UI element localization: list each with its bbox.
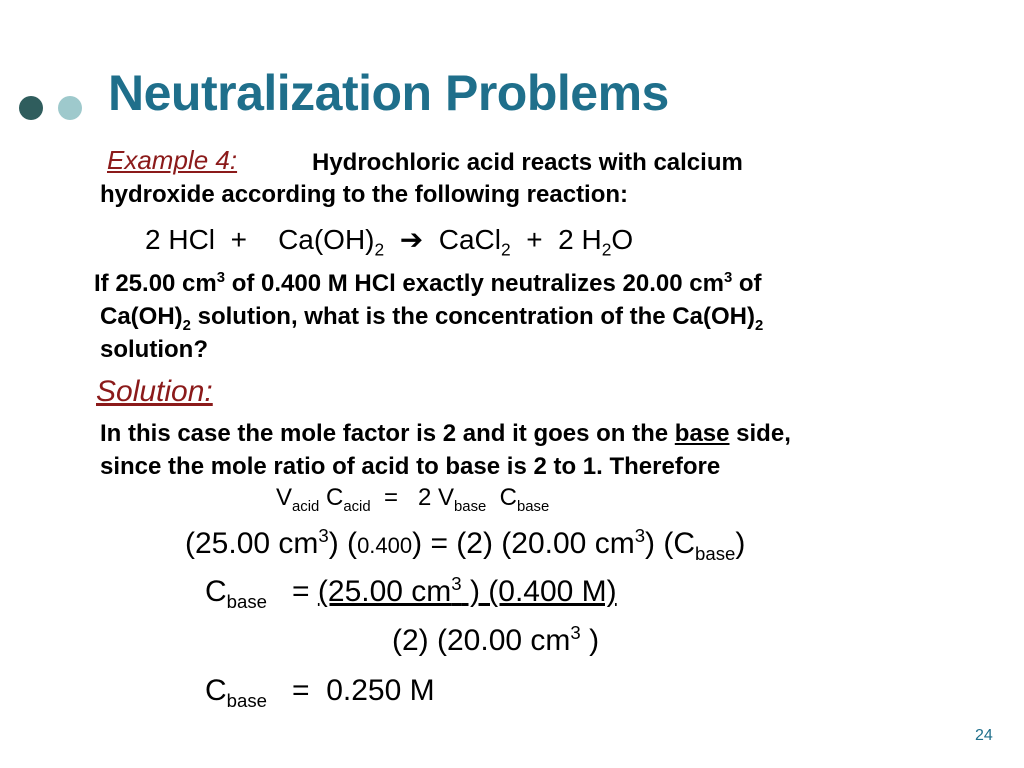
fraction-numerator bbox=[318, 575, 617, 608]
subscript: base bbox=[695, 543, 736, 564]
subscript: 2 bbox=[501, 239, 511, 260]
equation-symbol: C bbox=[205, 575, 227, 608]
subscript: 2 bbox=[601, 239, 612, 260]
subscript: base bbox=[516, 498, 550, 515]
subscript: base bbox=[454, 498, 487, 515]
reaction-plus: + bbox=[230, 224, 247, 255]
bullet-dot-light bbox=[58, 96, 82, 120]
reaction-caoh: Ca(OH) bbox=[278, 224, 375, 255]
question-line1 bbox=[94, 270, 762, 298]
equation-text: ) bbox=[580, 624, 600, 657]
bullet-dot-dark bbox=[19, 96, 43, 120]
subscript: acid bbox=[292, 498, 320, 515]
equation-substituted bbox=[185, 525, 746, 564]
subscript: 2 bbox=[374, 239, 385, 260]
subscript: base bbox=[226, 591, 267, 612]
equals-sign: = bbox=[292, 575, 310, 608]
reaction-h: 2 H bbox=[558, 224, 602, 255]
question-text: solution, what is the concentration of the Ca(OH) bbox=[190, 303, 755, 330]
example-text-line2: hydroxide according to the following reaction: bbox=[100, 181, 629, 208]
subscript: 2 bbox=[182, 317, 191, 334]
reaction-hcl: 2 HCl bbox=[145, 224, 216, 255]
formula-symbol: C bbox=[499, 484, 517, 511]
question-line2 bbox=[100, 303, 764, 334]
subscript: base bbox=[226, 690, 267, 711]
page-number: 24 bbox=[975, 727, 993, 744]
reaction-equation bbox=[145, 223, 634, 260]
superscript: 3 bbox=[216, 270, 226, 286]
equation-text: (25.00 cm bbox=[317, 575, 452, 608]
subscript: acid bbox=[343, 498, 371, 515]
equation-value: 0.400 bbox=[357, 533, 413, 558]
slide-title: Neutralization Problems bbox=[108, 65, 669, 121]
reaction-plus: + bbox=[526, 224, 543, 255]
formula-symbol: V bbox=[276, 484, 293, 511]
equals-sign: = bbox=[292, 674, 310, 707]
equation-text: ) (C bbox=[645, 527, 696, 560]
arrow-icon: ➔ bbox=[399, 224, 424, 255]
equation-text: ) = (2) (20.00 cm bbox=[412, 527, 635, 560]
superscript: 3 bbox=[451, 573, 462, 594]
equation-rearranged bbox=[205, 573, 617, 612]
question-text: If 25.00 cm bbox=[94, 270, 217, 297]
solution-label: Solution: bbox=[96, 375, 213, 408]
equation-text: ) ( bbox=[328, 527, 358, 560]
superscript: 3 bbox=[318, 525, 329, 546]
equation-result bbox=[205, 674, 435, 711]
question-text: Ca(OH) bbox=[100, 303, 183, 330]
subscript: 2 bbox=[754, 317, 764, 334]
equation-text: ) (0.400 M) bbox=[461, 575, 617, 608]
solution-text: In this case the mole factor is 2 and it goes on the bbox=[100, 420, 675, 447]
equation-text: (2) (20.00 cm bbox=[392, 624, 571, 657]
superscript: 3 bbox=[723, 270, 733, 286]
reaction-cacl: CaCl bbox=[438, 224, 501, 255]
equation-text: ) bbox=[735, 527, 746, 560]
equation-symbol: C bbox=[205, 674, 227, 707]
formula-symbol: 2 V bbox=[418, 484, 455, 511]
question-line3: solution? bbox=[100, 336, 208, 363]
fraction-denominator bbox=[392, 624, 599, 658]
superscript: 3 bbox=[634, 525, 646, 546]
reaction-o: O bbox=[611, 224, 634, 255]
question-text: of 0.400 M HCl exactly neutralizes 20.00 cm bbox=[225, 270, 724, 297]
solution-text: side, bbox=[729, 420, 791, 447]
equation-text: (25.00 cm bbox=[185, 527, 319, 560]
question-text: of bbox=[732, 270, 762, 297]
result-value: 0.250 M bbox=[326, 674, 435, 707]
solution-line2: since the mole ratio of acid to base is 2 to 1. Therefore bbox=[100, 453, 721, 480]
example-text-line1: Hydrochloric acid reacts with calcium bbox=[312, 149, 743, 176]
example-label: Example 4: bbox=[107, 145, 238, 175]
equals-sign: = bbox=[383, 484, 398, 511]
formula-line bbox=[276, 484, 550, 515]
solution-underlined-base: base bbox=[674, 420, 730, 447]
superscript: 3 bbox=[570, 622, 581, 643]
formula-symbol: C bbox=[325, 484, 344, 511]
solution-line1 bbox=[100, 420, 791, 448]
